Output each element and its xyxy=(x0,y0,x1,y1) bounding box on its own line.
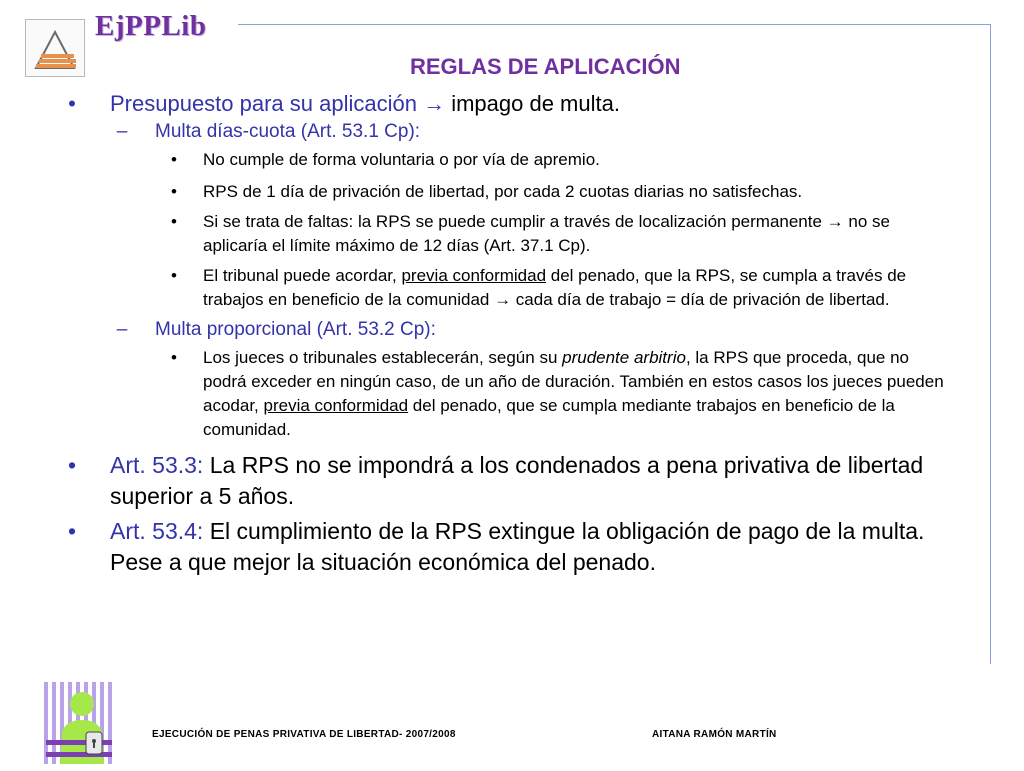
detail-text: Si se trata de faltas: la RPS se puede cumplir a través de localización permanente → no se aplicaría el límite máximo de 12 días (Art. 37.1 Cp). xyxy=(203,212,890,255)
brand-title: EjPPLib xyxy=(95,10,207,42)
point-label: Art. 53.3: xyxy=(110,452,204,478)
point-art-53-3 xyxy=(0,450,990,512)
detail-item xyxy=(0,180,990,204)
detail-item xyxy=(0,148,990,172)
italic-term: prudente arbitrio xyxy=(562,348,686,367)
right-divider xyxy=(990,24,991,664)
footer-course: EJECUCIÓN DE PENAS PRIVATIVA DE LIBERTAD- 2007/2008 xyxy=(152,729,456,740)
detail-text: No cumple de forma voluntaria o por vía de apremio. xyxy=(203,150,600,169)
bullet: • xyxy=(171,348,177,367)
detail-text: , la RPS que proceda, que no podrá exceder en ningún caso, de un año de duración. También en estos casos los jueces pueden acodar, xyxy=(203,348,944,415)
bullet: • xyxy=(67,452,77,478)
detail-text: del penado, que se cumpla mediante trabajos en beneficio de la comunidad. xyxy=(203,396,895,439)
bullet: • xyxy=(67,518,77,544)
detail-text: El tribunal puede acordar, xyxy=(203,266,402,285)
subpoint-multa-dias-cuota xyxy=(0,120,990,144)
point-label: Presupuesto para su aplicación → xyxy=(110,91,446,116)
point-text: La RPS no se impondrá a los condenados a pena privativa de libertad superior a 5 años. xyxy=(110,452,924,509)
footer-author: AITANA RAMÓN MARTÍN xyxy=(652,729,777,740)
slide-title: REGLAS DE APLICACIÓN xyxy=(410,54,681,79)
dash: – xyxy=(116,319,128,340)
point-label: Art. 53.4: xyxy=(110,518,204,544)
prison-bars-figure-icon xyxy=(42,682,122,771)
detail-item xyxy=(0,346,990,442)
detail-text: del penado, que la RPS, se cumpla a través de trabajos en beneficio de la comunidad → cada día de trabajo = día de privación de libertad. xyxy=(203,266,907,309)
underlined-term: previa conformidad xyxy=(401,266,547,285)
bullet: • xyxy=(171,150,177,169)
subpoint-heading: Multa días-cuota (Art. 53.1 Cp): xyxy=(155,121,421,142)
bullet: • xyxy=(171,182,177,201)
detail-text: Los jueces o tribunales establecerán, según su xyxy=(203,348,563,367)
subpoint-heading: Multa proporcional (Art. 53.2 Cp): xyxy=(155,319,436,340)
subpoint-multa-proporcional xyxy=(0,318,990,342)
bullet: • xyxy=(68,91,76,116)
detail-item xyxy=(0,264,990,312)
point-art-53-4 xyxy=(0,516,990,578)
bullet: • xyxy=(171,212,177,231)
point-text: impago de multa. xyxy=(445,91,620,116)
bullet: • xyxy=(171,266,177,285)
point-text: El cumplimiento de la RPS extingue la obligación de pago de la multa. Pese a que mejor la situación económica del penado. xyxy=(110,518,925,575)
detail-text: RPS de 1 día de privación de libertad, por cada 2 cuotas diarias no satisfechas. xyxy=(203,182,803,201)
top-divider xyxy=(238,24,990,25)
detail-item xyxy=(0,210,990,258)
university-logo-icon xyxy=(25,19,85,77)
point-presupuesto xyxy=(0,90,990,118)
underlined-term: previa conformidad xyxy=(263,396,409,415)
dash: – xyxy=(116,121,128,142)
slide-body xyxy=(0,90,990,578)
